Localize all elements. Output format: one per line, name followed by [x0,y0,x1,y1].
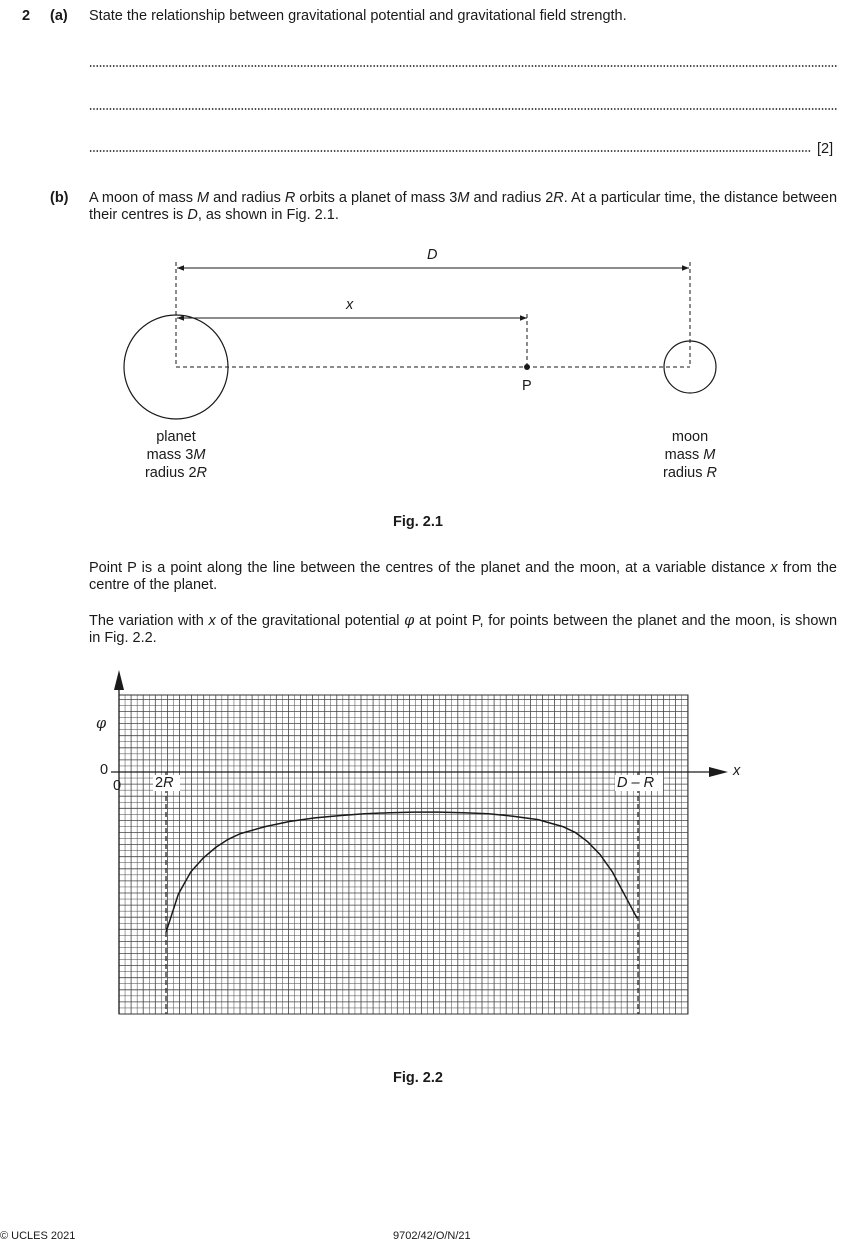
point-p-description: Point P is a point along the line between the centres of the planet and the moon, at a variable distance x from the centre of the planet. [89,560,837,593]
footer-copyright: © UCLES 2021 [0,1230,76,1242]
graph-grid [119,695,688,1014]
marks-part-a: [2] [817,141,834,157]
question-number: 2 [22,8,31,24]
y-axis-arrowhead [114,670,124,690]
zero-x-label: 0 [113,778,122,794]
tick-dr-label: D – R [617,775,655,791]
part-b-label: (b) [50,190,69,206]
label-p: P [522,378,532,394]
footer-code: 9702/42/O/N/21 [393,1230,471,1242]
moon-label: moon mass M radius R [662,429,717,481]
x-axis-label: x [733,763,741,779]
fig-2-1-caption: Fig. 2.1 [393,514,443,530]
phi-axis-label: φ [96,716,107,732]
planet-label: planet mass 3M radius 2R [144,429,208,481]
label-x: x [346,297,354,313]
variation-description: The variation with x of the gravitational potential φ at point P, for points between the planet and the moon, is shown in Fig. 2.2. [89,613,838,646]
part-b-intro: A moon of mass M and radius R orbits a planet of mass 3M and radius 2R. At a particular time, the distance between their centres is D, as shown in Fig. 2.1. [89,190,838,223]
part-a-text: State the relationship between gravitational potential and gravitational field strength. [89,8,627,24]
tick-2r-label: 2R [155,775,174,791]
zero-y-label: 0 [100,762,109,778]
fig-2-2-caption: Fig. 2.2 [393,1070,443,1086]
label-d: D [427,247,438,263]
part-a-label: (a) [50,8,68,24]
x-axis-arrowhead [709,767,728,777]
